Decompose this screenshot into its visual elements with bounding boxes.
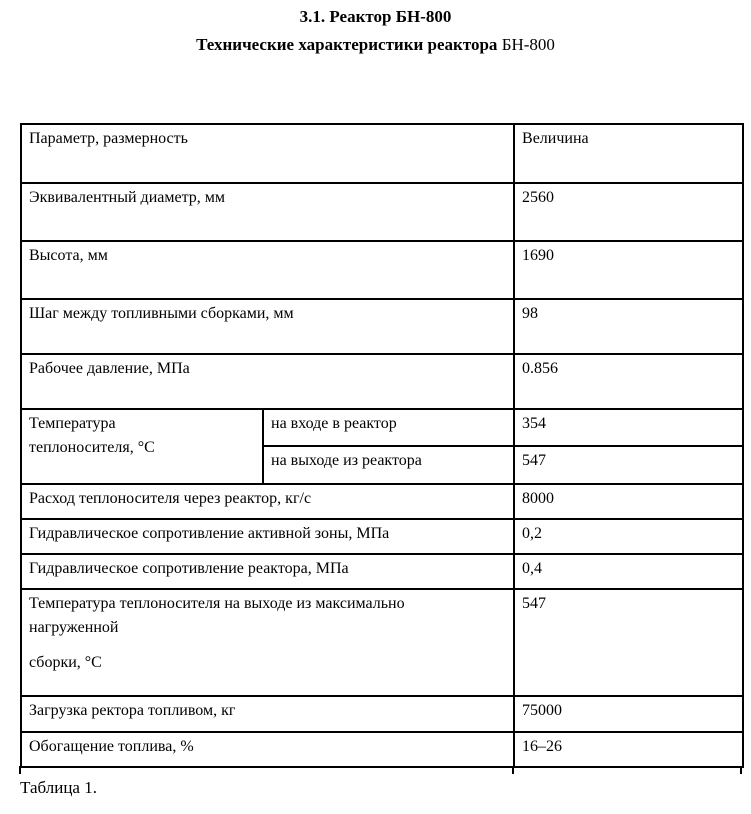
table-row	[21, 732, 743, 767]
value-cell: 1690	[514, 241, 743, 299]
value-cell: 547	[514, 446, 743, 484]
table-border-stub	[740, 766, 742, 774]
table-row	[21, 299, 743, 354]
param-cell: Гидравлическое сопротивление реактора, МПа	[21, 554, 514, 589]
temp-inlet-cell: на входе в реактор	[263, 409, 514, 446]
table-row	[21, 696, 743, 732]
table-heading	[0, 34, 751, 56]
table-row	[21, 354, 743, 409]
value-cell: 98	[514, 299, 743, 354]
value-cell: 0.856	[514, 354, 743, 409]
temperature-label-line2: теплоносителя, °С	[29, 439, 155, 456]
max-assembly-line2: нагруженной	[29, 619, 119, 636]
value-cell: 75000	[514, 696, 743, 732]
table-row	[21, 183, 743, 241]
col-header-value: Величина	[514, 124, 743, 183]
value-cell: 8000	[514, 484, 743, 519]
value-cell: 16–26	[514, 732, 743, 767]
table-heading-model: БН-800	[497, 35, 555, 54]
max-assembly-line3: сборки, °С	[29, 654, 102, 671]
reactor-specs-table	[20, 123, 744, 768]
temperature-merged-cell	[21, 409, 263, 484]
temperature-label-line1: Температура	[29, 415, 116, 432]
param-cell: Загрузка ректора топливом, кг	[21, 696, 514, 732]
param-cell: Шаг между топливными сборками, мм	[21, 299, 514, 354]
table-caption: Таблица 1.	[20, 778, 97, 797]
param-cell: Эквивалентный диаметр, мм	[21, 183, 514, 241]
param-cell: Гидравлическое сопротивление активной зоны, МПа	[21, 519, 514, 554]
col-header-parameter: Параметр, размерность	[21, 124, 514, 183]
value-cell: 354	[514, 409, 743, 446]
param-cell: Расход теплоносителя через реактор, кг/с	[21, 484, 514, 519]
max-assembly-param-cell	[21, 589, 514, 696]
param-cell: Высота, мм	[21, 241, 514, 299]
table-border-stub	[19, 766, 21, 774]
table-row	[21, 589, 743, 696]
table-row	[21, 519, 743, 554]
table-row	[21, 124, 743, 183]
table-row	[21, 409, 743, 446]
table-heading-bold: Технические характеристики реактора	[196, 35, 498, 54]
table-row	[21, 241, 743, 299]
value-cell: 547	[514, 589, 743, 696]
max-assembly-line1: Температура теплоносителя на выходе из максимально	[29, 595, 405, 612]
param-cell: Рабочее давление, МПа	[21, 354, 514, 409]
value-cell: 0,4	[514, 554, 743, 589]
param-cell: Обогащение топлива, %	[21, 732, 514, 767]
table-row	[21, 554, 743, 589]
section-heading: 3.1. Реактор БН-800	[299, 7, 452, 26]
value-cell: 0,2	[514, 519, 743, 554]
table-row	[21, 484, 743, 519]
temp-outlet-cell: на выходе из реактора	[263, 446, 514, 484]
value-cell: 2560	[514, 183, 743, 241]
table-border-stub	[512, 766, 514, 774]
